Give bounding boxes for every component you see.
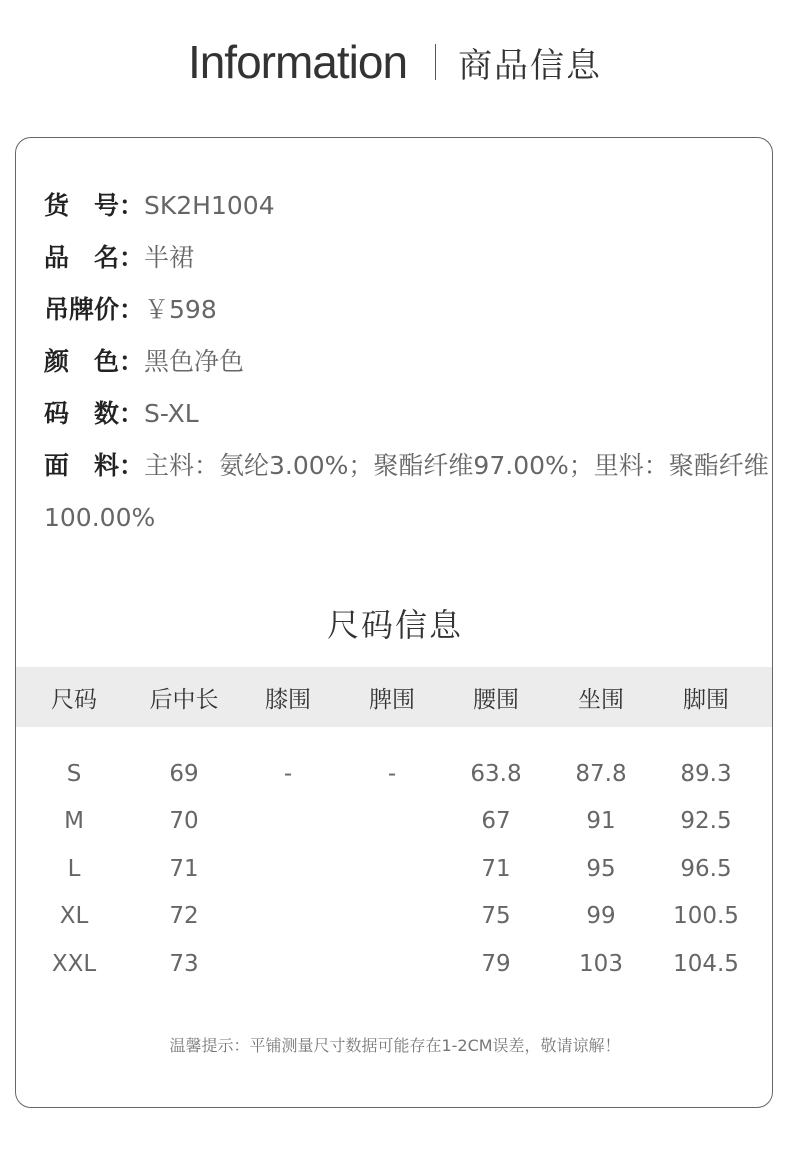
table-cell: 63.8 (470, 760, 522, 787)
table-cell: XXL (51, 950, 97, 977)
info-value: SK2H1004 (144, 191, 275, 220)
title-english: Information (187, 36, 408, 88)
column-header: 膝围 (265, 686, 311, 713)
info-value: 主料：氨纶3.00%；聚酯纤维97.00%；里料：聚酯纤维100.00% (44, 451, 769, 532)
info-label: 品 名： (44, 243, 145, 272)
table-cell: 95 (586, 855, 616, 882)
info-item-number (44, 180, 773, 232)
column-header: 脾围 (369, 686, 415, 713)
product-info-list (44, 180, 773, 544)
table-cell: 103 (579, 950, 623, 977)
table-cell: - (387, 760, 397, 787)
info-label: 颜 色： (44, 347, 145, 376)
info-fabric (44, 440, 773, 544)
info-product-name (44, 232, 773, 284)
title-chinese: 商品信息 (458, 45, 603, 86)
table-cell: 71 (169, 855, 199, 882)
table-cell: 92.5 (680, 808, 732, 835)
size-section-title: 尺码信息 (326, 606, 463, 644)
table-cell: S (66, 760, 82, 787)
table-cell: 104.5 (673, 950, 739, 977)
table-cell: M (64, 808, 84, 835)
table-cell: 96.5 (680, 855, 732, 882)
table-cell: - (283, 760, 293, 787)
table-cell: 71 (481, 855, 511, 882)
info-value: 黑色净色 (144, 347, 245, 376)
table-row (16, 893, 773, 941)
column-header: 脚围 (683, 686, 729, 713)
info-label: 面 料： (44, 451, 145, 480)
info-label: 吊牌价： (44, 295, 145, 324)
table-row (16, 750, 773, 798)
column-header: 尺码 (51, 686, 97, 713)
table-cell: 100.5 (673, 903, 739, 930)
title-divider (435, 44, 436, 80)
table-row (16, 798, 773, 846)
table-cell: 87.8 (575, 760, 627, 787)
table-cell: 75 (481, 903, 511, 930)
table-cell: 79 (481, 950, 511, 977)
info-tag-price (44, 284, 773, 336)
column-header: 后中长 (149, 686, 219, 713)
table-cell: L (67, 855, 81, 882)
info-value: 半裙 (144, 243, 195, 272)
measurement-note: 温馨提示：平铺测量尺寸数据可能存在1-2CM误差，敬请谅解！ (169, 1036, 621, 1055)
table-cell: 67 (481, 808, 511, 835)
info-value: ￥598 (144, 295, 217, 324)
info-size-range (44, 388, 773, 440)
table-row (16, 845, 773, 893)
table-cell: 70 (169, 808, 199, 835)
info-label: 货 号： (44, 191, 145, 220)
column-header: 坐围 (578, 686, 624, 713)
table-cell: 72 (169, 903, 199, 930)
size-table-body (16, 750, 773, 988)
table-cell: 89.3 (680, 760, 732, 787)
info-label: 码 数： (44, 399, 145, 428)
table-cell: 91 (586, 808, 616, 835)
product-info-card (15, 137, 773, 1108)
page-header (0, 32, 790, 92)
size-table-header (16, 667, 773, 727)
table-row (16, 940, 773, 988)
table-cell: 73 (169, 950, 199, 977)
info-color (44, 336, 773, 388)
info-value: S-XL (144, 399, 199, 428)
table-cell: XL (59, 903, 89, 930)
table-cell: 99 (586, 903, 616, 930)
table-cell: 69 (169, 760, 199, 787)
column-header: 腰围 (473, 686, 519, 713)
